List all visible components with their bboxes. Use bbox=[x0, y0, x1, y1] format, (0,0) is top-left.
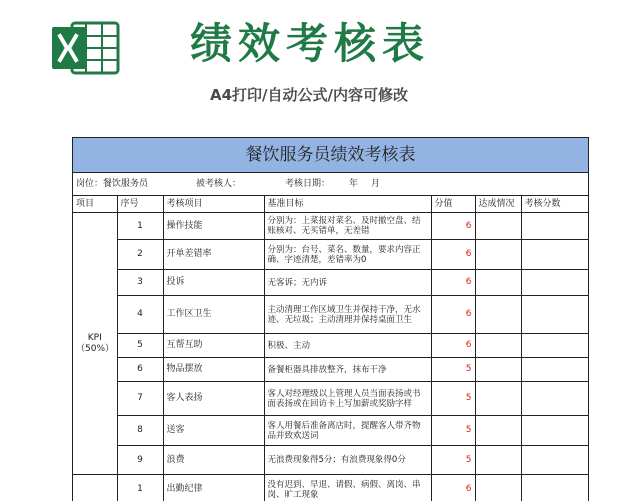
table-row bbox=[73, 416, 588, 446]
row-criteria: 客人用餐后准备离店时，提醒客人带齐物品并致欢送词 bbox=[264, 416, 431, 446]
row-item: 浪费 bbox=[163, 446, 264, 475]
row-criteria: 分别为：上菜报对菜名、及时撤空盘、结账核对、无买错单，无差错 bbox=[264, 213, 431, 240]
row-number: 8 bbox=[117, 416, 163, 446]
row-score: 6 bbox=[431, 296, 475, 334]
column-header: 序号 bbox=[117, 196, 163, 213]
assessment-sheet bbox=[72, 137, 589, 501]
row-number: 1 bbox=[117, 475, 163, 501]
column-header: 考核项目 bbox=[163, 196, 264, 213]
row-number: 1 bbox=[117, 213, 163, 240]
row-item: 开单差错率 bbox=[163, 240, 264, 270]
result-score-cell[interactable] bbox=[521, 296, 588, 334]
result-score-cell[interactable] bbox=[521, 358, 588, 382]
row-number: 4 bbox=[117, 296, 163, 334]
result-score-cell[interactable] bbox=[521, 446, 588, 475]
row-score: 5 bbox=[431, 416, 475, 446]
row-score: 6 bbox=[431, 270, 475, 296]
row-number: 9 bbox=[117, 446, 163, 475]
achievement-cell[interactable] bbox=[475, 446, 521, 475]
table-row bbox=[73, 475, 588, 501]
result-score-cell[interactable] bbox=[521, 382, 588, 416]
row-score: 6 bbox=[431, 240, 475, 270]
row-score: 5 bbox=[431, 446, 475, 475]
table-row bbox=[73, 240, 588, 270]
row-number: 5 bbox=[117, 334, 163, 358]
result-score-cell[interactable] bbox=[521, 475, 588, 501]
achievement-cell[interactable] bbox=[475, 270, 521, 296]
table-row bbox=[73, 382, 588, 416]
result-score-cell[interactable] bbox=[521, 240, 588, 270]
date-label: 考核日期： bbox=[285, 173, 330, 195]
sheet-title: 餐饮服务员绩效考核表 bbox=[73, 138, 588, 173]
row-number: 2 bbox=[117, 240, 163, 270]
row-score: 6 bbox=[431, 475, 475, 501]
row-item: 物品摆放 bbox=[163, 358, 264, 382]
excel-icon bbox=[50, 20, 120, 76]
page-subtitle: A4打印/自动公式/内容可修改 bbox=[210, 84, 460, 106]
row-item: 工作区卫生 bbox=[163, 296, 264, 334]
achievement-cell[interactable] bbox=[475, 240, 521, 270]
table-row bbox=[73, 270, 588, 296]
result-score-cell[interactable] bbox=[521, 416, 588, 446]
achievement-cell[interactable] bbox=[475, 475, 521, 501]
row-criteria: 备餐柜器具排放整齐，抹布干净 bbox=[264, 358, 431, 382]
row-criteria: 客人对经理级以上管理人员当面表扬或书面表扬或在回访卡上写加薪或奖励字样 bbox=[264, 382, 431, 416]
column-header: 分值 bbox=[431, 196, 475, 213]
row-criteria: 积极、主动 bbox=[264, 334, 431, 358]
column-header: 达成情况 bbox=[475, 196, 521, 213]
row-criteria: 主动清理工作区域卫生并保持干净，无水迹、无垃圾；主动清理并保持桌面卫生 bbox=[264, 296, 431, 334]
info-row bbox=[73, 173, 588, 196]
row-criteria: 无浪费现象得5分；有浪费现象得0分 bbox=[264, 446, 431, 475]
group-cell bbox=[73, 475, 117, 501]
row-score: 5 bbox=[431, 382, 475, 416]
result-score-cell[interactable] bbox=[521, 334, 588, 358]
table-row bbox=[73, 334, 588, 358]
assessee-label: 被考核人： bbox=[196, 173, 241, 195]
result-score-cell[interactable] bbox=[521, 213, 588, 240]
achievement-cell[interactable] bbox=[475, 382, 521, 416]
row-item: 送客 bbox=[163, 416, 264, 446]
table-row bbox=[73, 296, 588, 334]
row-score: 6 bbox=[431, 213, 475, 240]
assessment-table bbox=[73, 196, 588, 501]
month-label: 月 bbox=[371, 173, 380, 195]
achievement-cell[interactable] bbox=[475, 334, 521, 358]
column-header: 项目 bbox=[73, 196, 117, 213]
row-score: 5 bbox=[431, 358, 475, 382]
row-criteria: 分别为：台号、菜名、数量，要求内容正确、字迹清楚，差错率为0 bbox=[264, 240, 431, 270]
kpi-group-cell bbox=[73, 213, 117, 475]
table-header bbox=[73, 196, 588, 213]
column-header: 基准目标 bbox=[264, 196, 431, 213]
row-number: 6 bbox=[117, 358, 163, 382]
kpi-weight: （50%） bbox=[76, 344, 114, 355]
row-criteria: 没有迟到、早退、请假、病假、离岗、串岗、旷工现象 bbox=[264, 475, 431, 501]
achievement-cell[interactable] bbox=[475, 213, 521, 240]
position-label: 岗位：餐饮服务员 bbox=[76, 173, 148, 195]
row-item: 投诉 bbox=[163, 270, 264, 296]
table-row bbox=[73, 446, 588, 475]
achievement-cell[interactable] bbox=[475, 416, 521, 446]
row-item: 操作技能 bbox=[163, 213, 264, 240]
column-header: 考核分数 bbox=[521, 196, 588, 213]
year-label: 年 bbox=[349, 173, 358, 195]
table-row bbox=[73, 213, 588, 240]
kpi-label: KPI bbox=[76, 333, 114, 344]
row-item: 客人表扬 bbox=[163, 382, 264, 416]
row-item: 互帮互助 bbox=[163, 334, 264, 358]
achievement-cell[interactable] bbox=[475, 358, 521, 382]
achievement-cell[interactable] bbox=[475, 296, 521, 334]
row-number: 3 bbox=[117, 270, 163, 296]
row-item: 出勤纪律 bbox=[163, 475, 264, 501]
row-score: 6 bbox=[431, 334, 475, 358]
table-row bbox=[73, 358, 588, 382]
row-number: 7 bbox=[117, 382, 163, 416]
result-score-cell[interactable] bbox=[521, 270, 588, 296]
page-title: 绩效考核表 bbox=[190, 14, 490, 74]
row-criteria: 无客诉；无内诉 bbox=[264, 270, 431, 296]
